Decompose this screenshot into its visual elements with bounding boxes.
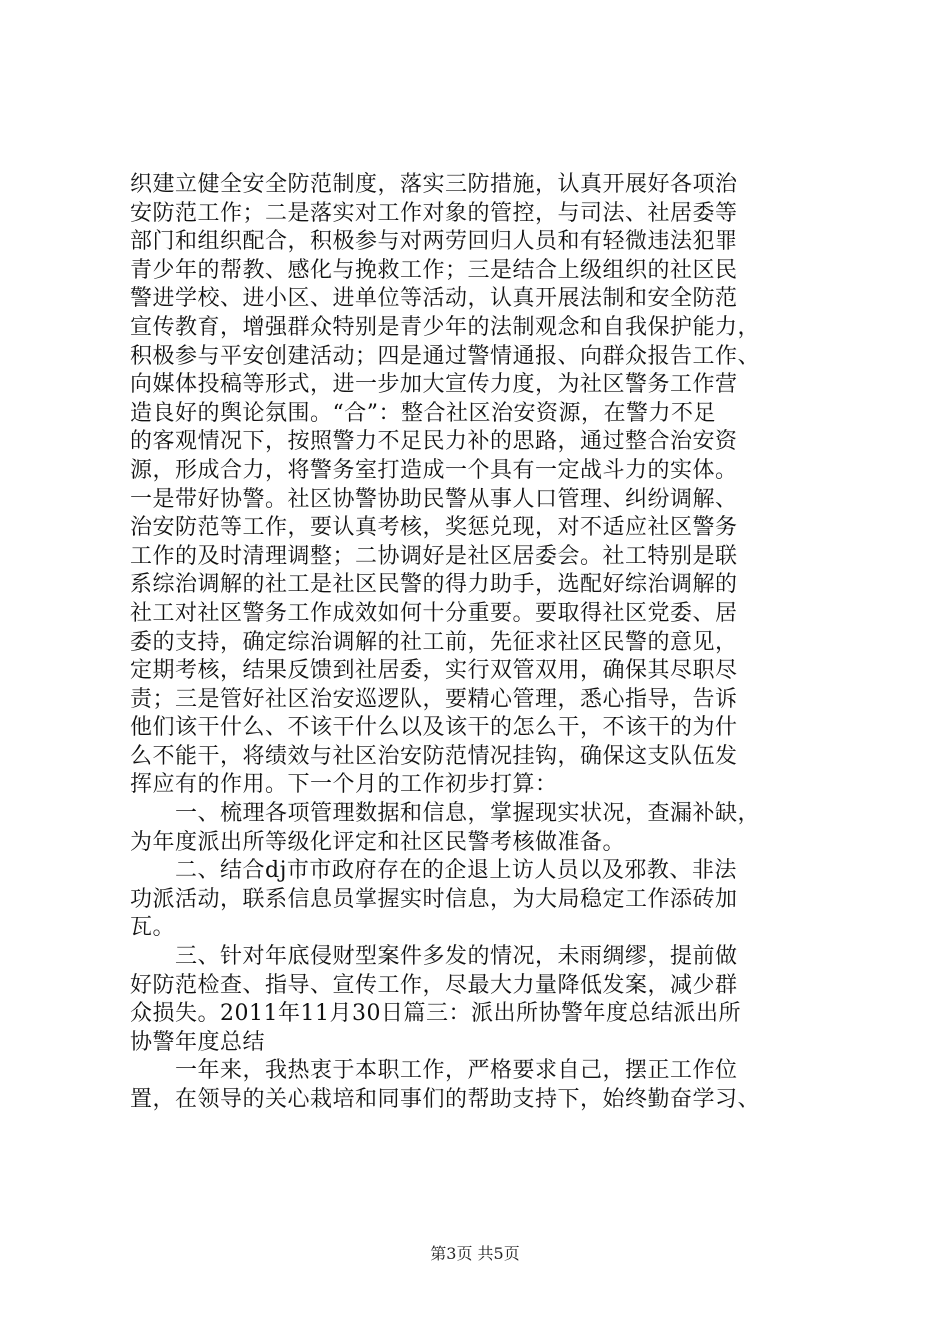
text-line: 责；三是管好社区治安巡逻队，要精心管理，悉心指导，告诉 (130, 686, 738, 712)
text-line: 一、梳理各项管理数据和信息，掌握现实状况，查漏补缺， (130, 801, 761, 827)
text-line: 协警年度总结 (130, 1029, 266, 1055)
text-line: 挥应有的作用。下一个月的工作初步打算： (130, 772, 558, 798)
text-line: 为年度派出所等级化评定和社区民警考核做准备。 (130, 829, 626, 855)
text-line: 的客观情况下，按照警力不足民力补的思路，通过整合治安资 (130, 429, 738, 455)
text-line: 一是带好协警。社区协警协助民警从事人口管理、纠纷调解、 (130, 486, 738, 512)
text-line: 向媒体投稿等形式，进一步加大宣传力度，为社区警务工作营 (130, 372, 738, 398)
text-line: 委的支持，确定综治调解的社工前，先征求社区民警的意见， (130, 629, 738, 655)
text-line: 部门和组织配合，积极参与对两劳回归人员和有轻微违法犯罪 (130, 229, 738, 255)
text-line: 三、针对年底侵财型案件多发的情况，未雨绸缪，提前做 (130, 944, 738, 970)
text-line: 功派活动，联系信息员掌握实时信息，为大局稳定工作添砖加 (130, 886, 738, 912)
text-line: 系综治调解的社工是社区民警的得力助手，选配好综治调解的 (130, 572, 738, 598)
text-line: 警进学校、进小区、进单位等活动，认真开展法制和安全防范 (130, 286, 738, 312)
text-line: 定期考核，结果反馈到社居委，实行双管双用，确保其尽职尽 (130, 658, 738, 684)
text-line: 安防范工作；二是落实对工作对象的管控，与司法、社居委等 (130, 200, 738, 226)
text-line: 源，形成合力，将警务室打造成一个具有一定战斗力的实体。 (130, 457, 738, 483)
text-line: 么不能干，将绩效与社区治安防范情况挂钩，确保这支队伍发 (130, 743, 738, 769)
text-line: 置，在领导的关心栽培和同事们的帮助支持下，始终勤奋学习、 (130, 1087, 761, 1112)
page-footer: 第3页 共5页 (430, 1244, 520, 1263)
text-line: 造良好的舆论氛围。“合”：整合社区治安资源，在警力不足 (130, 400, 716, 426)
body-text (130, 171, 825, 1115)
text-line: 治安防范等工作，要认真考核，奖惩兑现，对不适应社区警务 (130, 515, 738, 541)
text-line: 工作的及时清理调整；二协调好是社区居委会。社工特别是联 (130, 543, 738, 569)
text-line: 宣传教育，增强群众特别是青少年的法制观念和自我保护能力， (130, 314, 761, 340)
text-line: 瓦。 (130, 915, 176, 941)
text-line: 好防范检查、指导、宣传工作，尽最大力量降低发案，减少群 (130, 972, 738, 998)
text-line: 积极参与平安创建活动；四是通过警情通报、向群众报告工作、 (130, 343, 761, 369)
text-line: 社工对社区警务工作成效如何十分重要。要取得社区党委、居 (130, 600, 738, 626)
text-line: 二、结合dj市市政府存在的企退上访人员以及邪教、非法 (130, 858, 737, 884)
text-line: 众损失。2011年11月30日篇三：派出所协警年度总结派出所 (130, 1001, 741, 1027)
text-line: 一年来，我热衷于本职工作，严格要求自己，摆正工作位 (130, 1058, 738, 1084)
text-line: 青少年的帮教、感化与挽救工作；三是结合上级组织的社区民 (130, 257, 738, 283)
text-line: 织建立健全安全防范制度，落实三防措施，认真开展好各项治 (130, 172, 738, 197)
text-line: 他们该干什么、不该干什么以及该干的怎么干，不该干的为什 (130, 715, 738, 741)
